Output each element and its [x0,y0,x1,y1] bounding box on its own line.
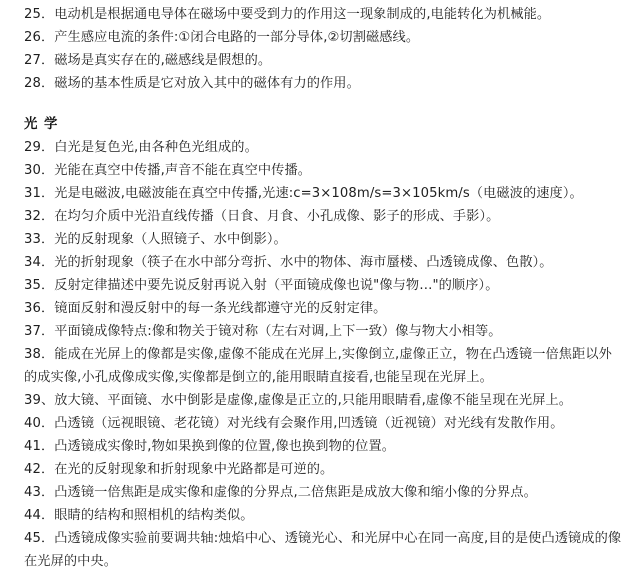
list-item: 41．凸透镜成实像时,物如果换到像的位置,像也换到物的位置。 [24,439,396,454]
list-item: 29．白光是复色光,由各种色光组成的。 [24,140,258,155]
list-item: 31．光是电磁波,电磁波能在真空中传播,光速:c=3×108m/s=3×105km/s（电磁波的速度）。 [24,186,583,201]
list-item: 43．凸透镜一倍焦距是成实像和虚像的分界点,二倍焦距是成放大像和缩小像的分界点。 [24,485,537,500]
list-item: 39、放大镜、平面镜、水中倒影是虚像,虚像是正立的,只能用眼睛看,虚像不能呈现在光屏上。 [24,393,573,408]
list-item: 44．眼睛的结构和照相机的结构类似。 [24,508,254,523]
list-item: 27．磁场是真实存在的,磁感线是假想的。 [24,53,272,68]
section-heading-optics: 光 学 [24,117,59,132]
list-item: 40．凸透镜（远视眼镜、老花镜）对光线有会聚作用,凹透镜（近视镜）对光线有发散作用。 [24,416,564,431]
list-item: 45．凸透镜成像实验前要调共轴:烛焰中心、透镜光心、和光屏中心在同一高度,目的是使凸透镜成的像在光屏的中央。 [24,531,622,569]
list-item: 38．能成在光屏上的像都是实像,虚像不能成在光屏上,实像倒立,虚像正立，物在凸透镜一倍焦距以外的成实像,小孔成像成实像,实像都是倒立的,能用眼睛直接看,也能呈现在光屏上。 [24,347,612,385]
list-item: 26．产生感应电流的条件:①闭合电路的一部分导体,②切割磁感线。 [24,30,420,45]
list-item: 28．磁场的基本性质是它对放入其中的磁体有力的作用。 [24,76,360,91]
list-item: 35．反射定律描述中要先说反射再说入射（平面镜成像也说"像与物…"的顺序）。 [24,278,499,293]
list-item: 32．在均匀介质中光沿直线传播（日食、月食、小孔成像、影子的形成、手影）。 [24,209,500,224]
list-item: 37．平面镜成像特点:像和物关于镜对称（左右对调,上下一致）像与物大小相等。 [24,324,502,339]
list-item: 25．电动机是根据通电导体在磁场中要受到力的作用这一现象制成的,电能转化为机械能。 [24,7,551,22]
optics-list [24,136,624,573]
list-item: 42．在光的反射现象和折射现象中光路都是可逆的。 [24,462,334,477]
magnetism-list [24,3,624,95]
list-item: 34．光的折射现象（筷子在水中部分弯折、水中的物体、海市蜃楼、凸透镜成像、色散）。 [24,255,553,270]
list-item: 36．镜面反射和漫反射中的每一条光线都遵守光的反射定律。 [24,301,387,316]
list-item: 30．光能在真空中传播,声音不能在真空中传播。 [24,163,312,178]
list-item: 33．光的反射现象（人照镜子、水中倒影）。 [24,232,287,247]
